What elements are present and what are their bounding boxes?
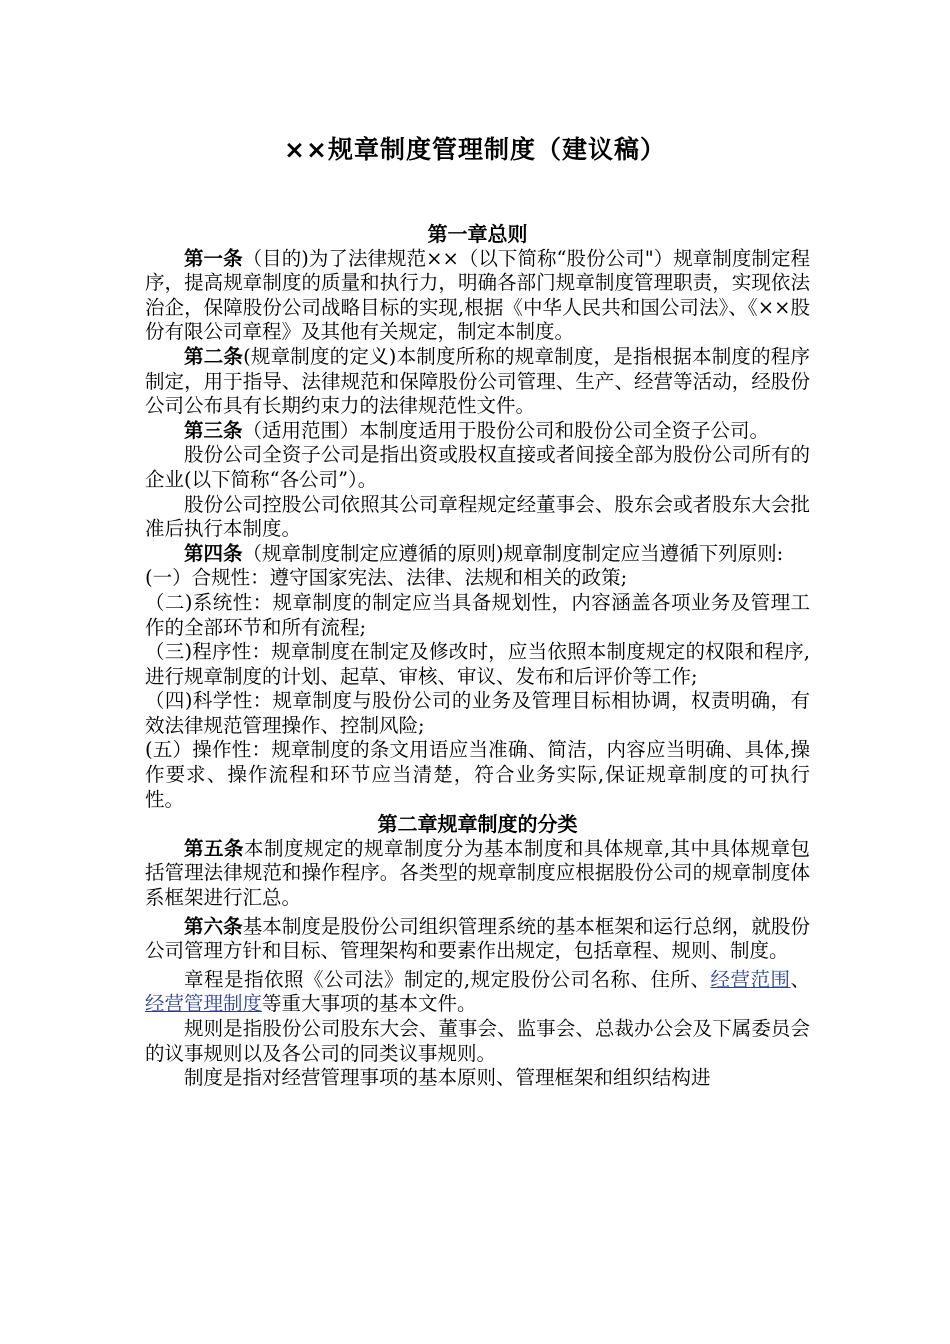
- management-system-link[interactable]: 经营管理制度: [145, 992, 263, 1016]
- article-5: [145, 837, 810, 911]
- article-3-paragraph-3: 股份公司控股公司依照其公司章程规定经董事会、股东会或者股东大会批准后执行本制度。: [145, 492, 810, 541]
- article-4-text: （规章制度制定应遵循的原则)规章制度制定应当遵循下列原则:: [242, 541, 784, 565]
- article-1: [145, 247, 810, 345]
- chapter-2-heading: 第二章规章制度的分类: [377, 812, 578, 837]
- article-5-label: 第五条: [184, 836, 244, 860]
- article-3-paragraph-2: 股份公司全资子公司是指出资或股权直接或者间接全部为股份公司所有的企业(以下简称“各公司”）。: [145, 443, 810, 491]
- chapter-1-heading: 第一章总则: [427, 222, 528, 246]
- article-1-text: （目的)为了法律规范××（以下简称“股份公司"）规章制度制定程序，提高规章制度的质量和执行力，明确各部门规章制度管理职责，实现依法治企，保障股份公司战略目标的实现,根据《中华人民共和国公司法》、《××股份有限公司章程》及其他有关规定，制定本制度。: [145, 246, 810, 344]
- article-1-label: 第一条: [184, 246, 243, 270]
- article-2-text: (规章制度的定义)本制度所称的规章制度，是指根据本制度的程序制定，用于指导、法律规范和保障股份公司管理、生产、经营等活动，经股份公司公布具有长期约束力的法律规范性文件。: [145, 344, 810, 418]
- article-6-p2-text-a: 章程是指依照《公司法》制定的,规定股份公司名称、住所、: [184, 967, 711, 991]
- principle-item: （三)程序性：规章制度在制定及修改时，应当依照本制度规定的权限和程序,进行规章制度的计划、起草、审核、审议、发布和后评价等工作;: [145, 640, 810, 688]
- business-scope-link[interactable]: 经营范围: [710, 967, 791, 991]
- article-3: [145, 419, 810, 444]
- article-3-text: （适用范围）本制度适用于股份公司和股份公司全资子公司。: [242, 418, 770, 442]
- article-6-p2-separator: 、: [790, 967, 810, 991]
- article-6-text: 基本制度是股份公司组织管理系统的基本框架和运行总纲，就股份公司管理方针和目标、管理架构和要素作出规定，包括章程、规则、制度。: [145, 914, 810, 963]
- article-3-label: 第三条: [184, 418, 243, 442]
- article-6: [145, 915, 810, 964]
- article-2: [145, 345, 810, 419]
- article-6-p2-text-b: 等重大事项的基本文件。: [262, 992, 477, 1016]
- article-4: [145, 542, 810, 567]
- article-6-paragraph-4: 制度是指对经营管理事项的基本原则、管理框架和组织结构进: [184, 1066, 711, 1090]
- document-title: ××规章制度管理制度（建议稿）: [284, 135, 666, 164]
- article-4-label: 第四条: [184, 541, 243, 565]
- article-5-text: 本制度规定的规章制度分为基本制度和具体规章,其中具体规章包括管理法律规范和操作程序。各类型的规章制度应根据股份公司的规章制度体系框架进行汇总。: [145, 836, 810, 910]
- principle-item: （四)科学性：规章制度与股份公司的业务及管理目标相协调，权责明确，有效法律规范管理操作、控制风险;: [145, 689, 810, 737]
- principle-item: （二)系统性：规章制度的制定应当具备规划性，内容涵盖各项业务及管理工作的全部环节和所有流程;: [145, 590, 810, 639]
- principle-item: (一）合规性：遵守国家宪法、法律、法规和相关的政策;: [145, 566, 628, 590]
- article-6-label: 第六条: [184, 914, 243, 938]
- article-2-label: 第二条: [184, 344, 244, 368]
- document-body: [145, 222, 810, 1091]
- principle-item: (五）操作性：规章制度的条文用语应当准确、简洁，内容应当明确、具体,操作要求、操作流程和环节应当清楚，符合业务实际,保证规章制度的可执行性。: [145, 738, 810, 811]
- article-6-paragraph-3: 规则是指股份公司股东大会、董事会、监事会、总裁办公会及下属委员会的议事规则以及各公司的同类议事规则。: [145, 1017, 810, 1065]
- article-6-paragraph-2: [145, 968, 810, 1017]
